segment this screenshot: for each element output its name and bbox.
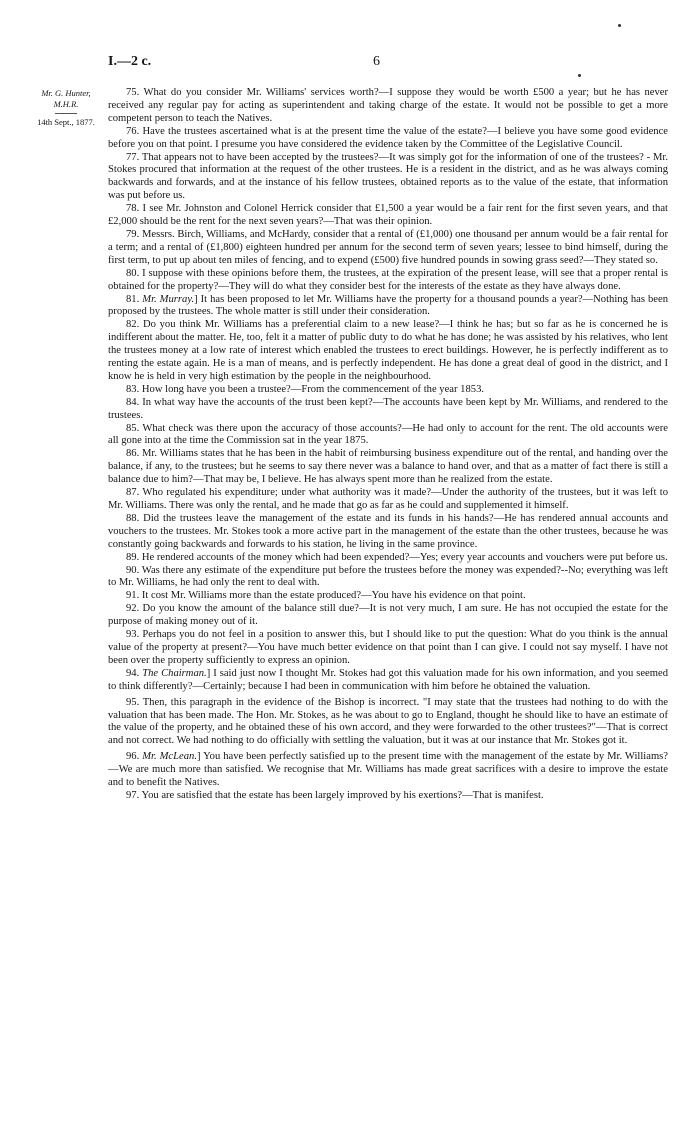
evidence-paragraph bbox=[108, 552, 668, 565]
evidence-paragraph bbox=[108, 697, 668, 749]
paragraph-text: 84. In what way have the accounts of the trust been kept?—The accounts have been kept by Mr. Williams, and rendered to the trustees. bbox=[108, 396, 668, 421]
evidence-paragraph bbox=[108, 268, 668, 294]
witness-title: M.H.R. bbox=[53, 99, 79, 109]
evidence-paragraph bbox=[108, 668, 668, 694]
evidence-paragraph bbox=[108, 384, 668, 397]
paragraph-text: 86. Mr. Williams states that he has been in the habit of reimbursing business expenditure out of the rental, and handing over the balance, if any, to the trustees; but he seems to say there never was a balance to hand over, and that as a matter of fact there is still a balance due to him?—That may be, I believe. He has always spent more than he realized from the estate. bbox=[108, 448, 668, 486]
paragraph-text: 75. What do you consider Mr. Williams' services worth?—I suppose they would be worth £500 a year; but he has never received any regular pay for acting as superintendent and taking charge of the estate. It would not be possible to get a more competent person to teach the Natives. bbox=[108, 87, 668, 124]
paragraph-text: 77. That appears not to have been accepted by the trustees?—It was simply got for the information of one of the trustees? - Mr. Stokes procured that information at the request of the other trustees. He is a resident in the district, and as he was always coming backwards and forwards, and at the instance of his fellow trustees, obtained reports as to the value of the estate, that information was put before us. bbox=[108, 151, 668, 202]
witness-name: Mr. G. Hunter, bbox=[41, 88, 91, 98]
evidence-paragraph bbox=[108, 319, 668, 384]
paragraph-text: 93. Perhaps you do not feel in a position to answer this, but I should like to put the question: What do you think is the annual value of the property at present?—You have much better evidence on that point than I can give. I could not say myself. I have not been over the property sufficiently to express an opinion. bbox=[108, 629, 668, 666]
evidence-body bbox=[108, 87, 668, 803]
evidence-date: 14th Sept., 1877. bbox=[37, 117, 95, 127]
evidence-paragraph bbox=[108, 629, 668, 668]
evidence-paragraph bbox=[108, 126, 668, 152]
paragraph-text: 76. Have the trustees ascertained what is at the present time the value of the estate?—I believe you have some good evidence before you on that point. I presume you have considered the evidence taken by the Committee of the Legislative Council. bbox=[108, 125, 668, 150]
evidence-paragraph bbox=[108, 590, 668, 603]
paragraph-text: 83. How long have you been a trustee?—From the commencement of the year 1853. bbox=[126, 383, 485, 395]
margin-note bbox=[26, 88, 106, 128]
paragraph-text: 87. Who regulated his expenditure; under what authority was it made?—Under the authority of the trustees, but it was left to Mr. Williams. There was only the rental, and he made that go as far as he could and supplemented it himself. bbox=[108, 487, 668, 511]
paragraph-text: 92. Do you know the amount of the balance still due?—It is not very much, I am sure. He has not occupied the estate for the purpose of making money out of it. bbox=[108, 603, 668, 628]
evidence-paragraph bbox=[108, 294, 668, 320]
speaker-lead: 94. The Chairman.] bbox=[126, 667, 211, 679]
evidence-paragraph bbox=[108, 87, 668, 126]
paragraph-text: 88. Did the trustees leave the management of the estate and its funds in his hands?—He has rendered annual accounts and vouchers to the trustees. Mr. Stokes took a more active part in the management of the estate than the other trustees, because he was constantly going backwards and forwards to his station, he living in the same province. bbox=[108, 512, 668, 550]
paragraph-text: It has been proposed to let Mr. Williams have the property for a thousand pounds a year?—Nothing has been proposed by the trustees. The whole matter is still under their consideration. bbox=[108, 293, 669, 318]
paragraph-text: 82. Do you think Mr. Williams has a preferential claim to a new lease?—I think he has; but so far as he is concerned he is indifferent about the matter. He, too, felt it a matter of public duty to do what he has done; he was assisted by his relatives, who lent the trustees money at a low rate of interest which enabled the trustees to erect buildings. However, he is perfectly indifferent as to renting the estate again. He is a man of means, and is perfectly independent. He has done a great deal of good in the district, and I know he is held in very high estimation by the people in the neighbourhood. bbox=[108, 319, 668, 382]
paragraph-text: 90. Was there any estimate of the expenditure put before the trustees before the money was expended?--No; everything was left to Mr. Williams, he had only the rent to deal with. bbox=[108, 564, 668, 589]
evidence-paragraph bbox=[108, 203, 668, 229]
paragraph-text: 95. Then, this paragraph in the evidence of the Bishop is incorrect. "I may state that the trustees had nothing to do with the valuation that has been made. The Hon. Mr. Stokes, as he was about to go to England, thought he should like to have an estimate of the value of the property, and he obtained these of his own accord, and they were forwarded to the other trustees?"—That is correct and not correct. We had nothing to do officially with settling the valuation, but it was at our instance that Mr. Stokes got it. bbox=[108, 696, 668, 747]
document-reference: I.—2 c. bbox=[108, 54, 152, 69]
speaker-lead: 96. Mr. McLean.] bbox=[126, 751, 201, 763]
paragraph-text: 89. He rendered accounts of the money which had been expended?—Yes; every year accounts and vouchers were put before us. bbox=[126, 551, 668, 563]
paragraph-text: You have been perfectly satisfied up to the present time with the management of the estate by Mr. Williams?—We are much more than satisfied. We recognise that Mr. Williams has made great sacrifices with a desire to improve the estate and to benefit the Natives. bbox=[108, 751, 669, 789]
evidence-paragraph bbox=[108, 513, 668, 552]
evidence-paragraph bbox=[108, 448, 668, 487]
evidence-paragraph bbox=[108, 487, 668, 513]
page-header bbox=[0, 54, 700, 74]
evidence-paragraph bbox=[108, 565, 668, 591]
evidence-paragraph bbox=[108, 751, 668, 790]
speck bbox=[618, 24, 621, 27]
speaker-lead: 81. Mr. Murray.] bbox=[126, 293, 198, 305]
paragraph-text: 80. I suppose with these opinions before them, the trustees, at the expiration of the present lease, will see that a proper rental is obtained for the property?—They will do what they consider best for the interests of the estate as they have always done. bbox=[108, 267, 668, 292]
evidence-paragraph bbox=[108, 229, 668, 268]
paragraph-text: 85. What check was there upon the accuracy of those accounts?—He had only to account for the rent. The old accounts were all gone into at the time the Commission sat in the year 1875. bbox=[108, 422, 668, 447]
evidence-paragraph bbox=[108, 790, 668, 803]
margin-rule bbox=[55, 113, 77, 114]
paragraph-text: 97. You are satisfied that the estate has been largely improved by his exertions?—That is manifest. bbox=[126, 789, 544, 801]
paragraph-text: 91. It cost Mr. Williams more than the estate produced?—You have his evidence on that point. bbox=[126, 590, 526, 602]
page-number: 6 bbox=[373, 54, 380, 69]
speck bbox=[578, 74, 581, 77]
paragraph-text: 78. I see Mr. Johnston and Colonel Herrick consider that £1,500 a year would be a fair rent for the first seven years, and that £2,000 should be the rent for the next seven years?—That was their opinion. bbox=[108, 203, 668, 228]
evidence-paragraph bbox=[108, 397, 668, 423]
paragraph-text: I said just now I thought Mr. Stokes had got this valuation made for his own information, and you seemed to think differently?—Certainly; because I had been in communication with him before he obtained the valuation. bbox=[108, 667, 668, 692]
evidence-paragraph bbox=[108, 152, 668, 204]
evidence-paragraph bbox=[108, 603, 668, 629]
evidence-paragraph bbox=[108, 423, 668, 449]
paragraph-text: 79. Messrs. Birch, Williams, and McHardy, consider that a rental of (£1,000) one thousand per annum would be a fair rental for a term; and a rental of (£1,800) eighteen hundred per annum for the second term of seven years; lessee to bind himself, during the first term, to put up about ten miles of fencing, and to expend (£500) five hundred pounds in sowing grass seed?—They stated so. bbox=[108, 228, 668, 266]
